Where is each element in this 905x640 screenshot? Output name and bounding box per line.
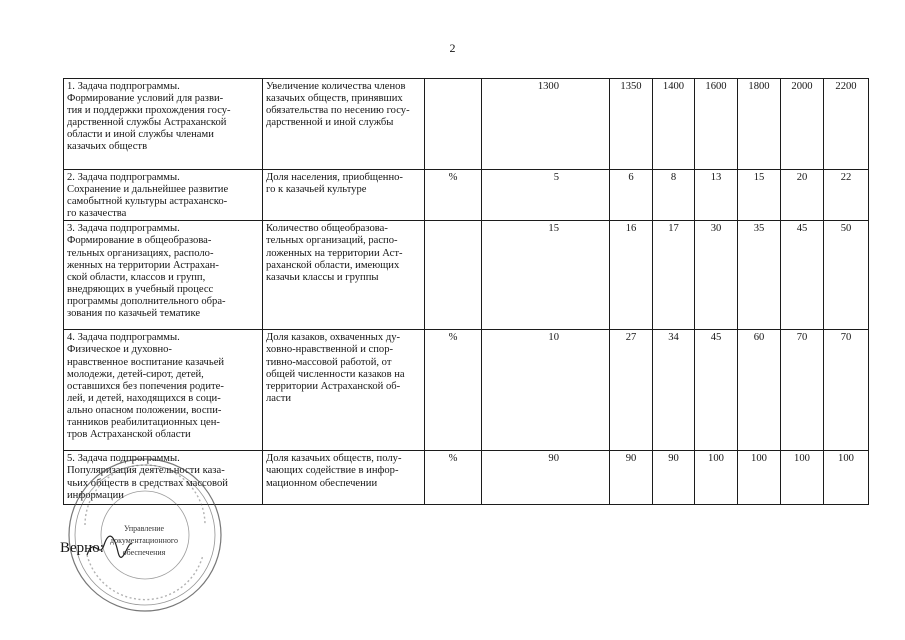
value-cell: 27 [610, 330, 653, 451]
value-cell: 13 [695, 170, 738, 221]
value-cell: 20 [781, 170, 824, 221]
value-cell: 1350 [610, 79, 653, 170]
value-cell: 2000 [781, 79, 824, 170]
stamp-inner-text: Управление документационного обеспечения [110, 524, 178, 557]
unit-cell [425, 221, 482, 330]
value-cell: 34 [653, 330, 695, 451]
task-cell [64, 221, 263, 330]
task-cell [64, 79, 263, 170]
value-cell: 10 [482, 330, 610, 451]
value-cell: 1400 [653, 79, 695, 170]
indicator-cell [263, 330, 425, 451]
value-cell: 16 [610, 221, 653, 330]
unit-cell: % [425, 330, 482, 451]
value-cell: 45 [781, 221, 824, 330]
unit-cell: % [425, 451, 482, 505]
value-cell: 100 [738, 451, 781, 505]
table-row [64, 330, 869, 451]
value-cell: 90 [610, 451, 653, 505]
task-text: 4. Задача подпрограммы. Физическое и духовно- нравственное воспитание казачьей молодежи, детей-сирот, детей, оставшихся без попечения родите- лей, и детей, находящихся в соци- ально опасном положении, воспи- танников реабилитационных цен- тров Астраханской области [67, 332, 225, 441]
table-row [64, 221, 869, 330]
table-row [64, 170, 869, 221]
value-cell: 30 [695, 221, 738, 330]
value-cell: 5 [482, 170, 610, 221]
value-cell: 6 [610, 170, 653, 221]
value-cell: 15 [482, 221, 610, 330]
indicator-text: Доля казаков, охваченных ду- ховно-нравственной и спор- тивно-массовой работой, от общей численности казаков на территории Астраханской об- ласти [266, 332, 405, 404]
page-number: 2 [449, 41, 456, 55]
verno-label: Верно: [60, 540, 104, 556]
table-body [64, 79, 869, 505]
signature [84, 530, 134, 565]
indicator-text: Доля населения, приобщенно- го к казачьей культуре [266, 172, 403, 196]
indicator-cell [263, 451, 425, 505]
value-cell: 60 [738, 330, 781, 451]
unit-cell [425, 79, 482, 170]
indicator-text: Доля казачьих обществ, полу- чающих содействие в инфор- мационном обеспечении [266, 453, 402, 489]
value-cell: 15 [738, 170, 781, 221]
value-cell: 1600 [695, 79, 738, 170]
indicator-cell [263, 79, 425, 170]
value-cell: 35 [738, 221, 781, 330]
task-text: 5. Задача подпрограммы. Популяризация деятельности каза- чьих обществ в средствах массовой информации [67, 453, 228, 501]
task-cell [64, 170, 263, 221]
indicator-cell [263, 221, 425, 330]
value-cell: 50 [824, 221, 869, 330]
task-text: 3. Задача подпрограммы. Формирование в общеобразова- тельных организациях, располо- женных на территории Астрахан- ской области, классов и групп, внедряющих в учебный процесс программы дополнительного обра- зования по казачьей тематике [67, 223, 226, 320]
indicator-text: Увеличение количества членов казачьих обществ, принявших обязательства по несению госу- дарственной и иной службы [266, 81, 410, 129]
value-cell: 45 [695, 330, 738, 451]
table-row [64, 79, 869, 170]
indicator-text: Количество общеобразова- тельных организаций, распо- ложенных на территории Аст- раханской области, имеющих казачьи классы и группы [266, 223, 403, 283]
value-cell: 8 [653, 170, 695, 221]
value-cell: 22 [824, 170, 869, 221]
value-cell: 1300 [482, 79, 610, 170]
unit-cell: % [425, 170, 482, 221]
value-cell: 2200 [824, 79, 869, 170]
value-cell: 100 [824, 451, 869, 505]
value-cell: 90 [653, 451, 695, 505]
value-cell: 100 [781, 451, 824, 505]
task-cell [64, 330, 263, 451]
task-text: 1. Задача подпрограммы. Формирование условий для разви- тия и поддержки прохождения госу- дарственной службы Астраханской области и иной службы членами казачьих обществ [67, 81, 231, 153]
value-cell: 90 [482, 451, 610, 505]
value-cell: 17 [653, 221, 695, 330]
value-cell: 100 [695, 451, 738, 505]
value-cell: 70 [824, 330, 869, 451]
subprogram-indicators-table [63, 78, 869, 505]
task-text: 2. Задача подпрограммы. Сохранение и дальнейшее развитие самобытной культуры астраханско- го казачества [67, 172, 229, 220]
indicator-cell [263, 170, 425, 221]
value-cell: 70 [781, 330, 824, 451]
value-cell: 1800 [738, 79, 781, 170]
